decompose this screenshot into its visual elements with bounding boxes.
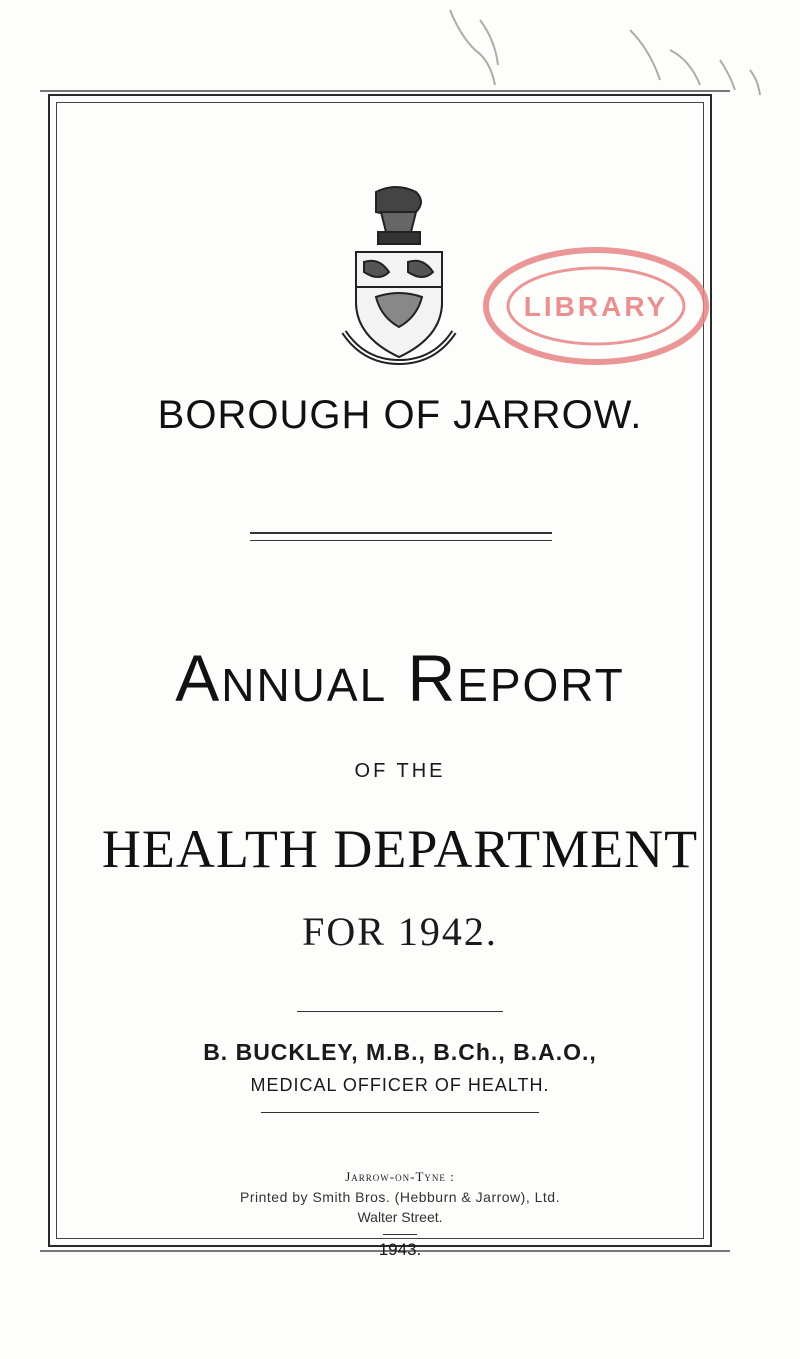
imprint-place: Jarrow-on-Tyne : (345, 1169, 455, 1184)
top-rule (40, 90, 730, 92)
library-date-stamp (420, 0, 800, 100)
imprint-printer: Printed by Smith Bros. (Hebburn & Jarrow), Ltd. (240, 1189, 560, 1205)
imprint-street: Walter Street. (357, 1209, 443, 1225)
department-title: HEALTH DEPARTMENT (101, 819, 699, 879)
report-title: Annual Report (175, 641, 625, 715)
borough-title: BOROUGH OF JARROW. (157, 393, 643, 437)
title-divider (250, 532, 552, 541)
author-divider-top (297, 1011, 503, 1012)
author-name: B. BUCKLEY, M.B., B.Ch., B.A.O., (203, 1039, 597, 1065)
report-year: FOR 1942. (302, 909, 498, 954)
author-position: MEDICAL OFFICER OF HEALTH. (250, 1075, 550, 1095)
borough-crest-icon (336, 182, 462, 372)
imprint-divider (383, 1234, 417, 1235)
imprint-year: 1943. (378, 1240, 422, 1259)
library-stamp-text: LIBRARY (523, 291, 669, 322)
library-stamp-icon (476, 236, 716, 376)
report-of-the: OF THE (354, 760, 446, 782)
author-divider-bottom (261, 1112, 539, 1113)
